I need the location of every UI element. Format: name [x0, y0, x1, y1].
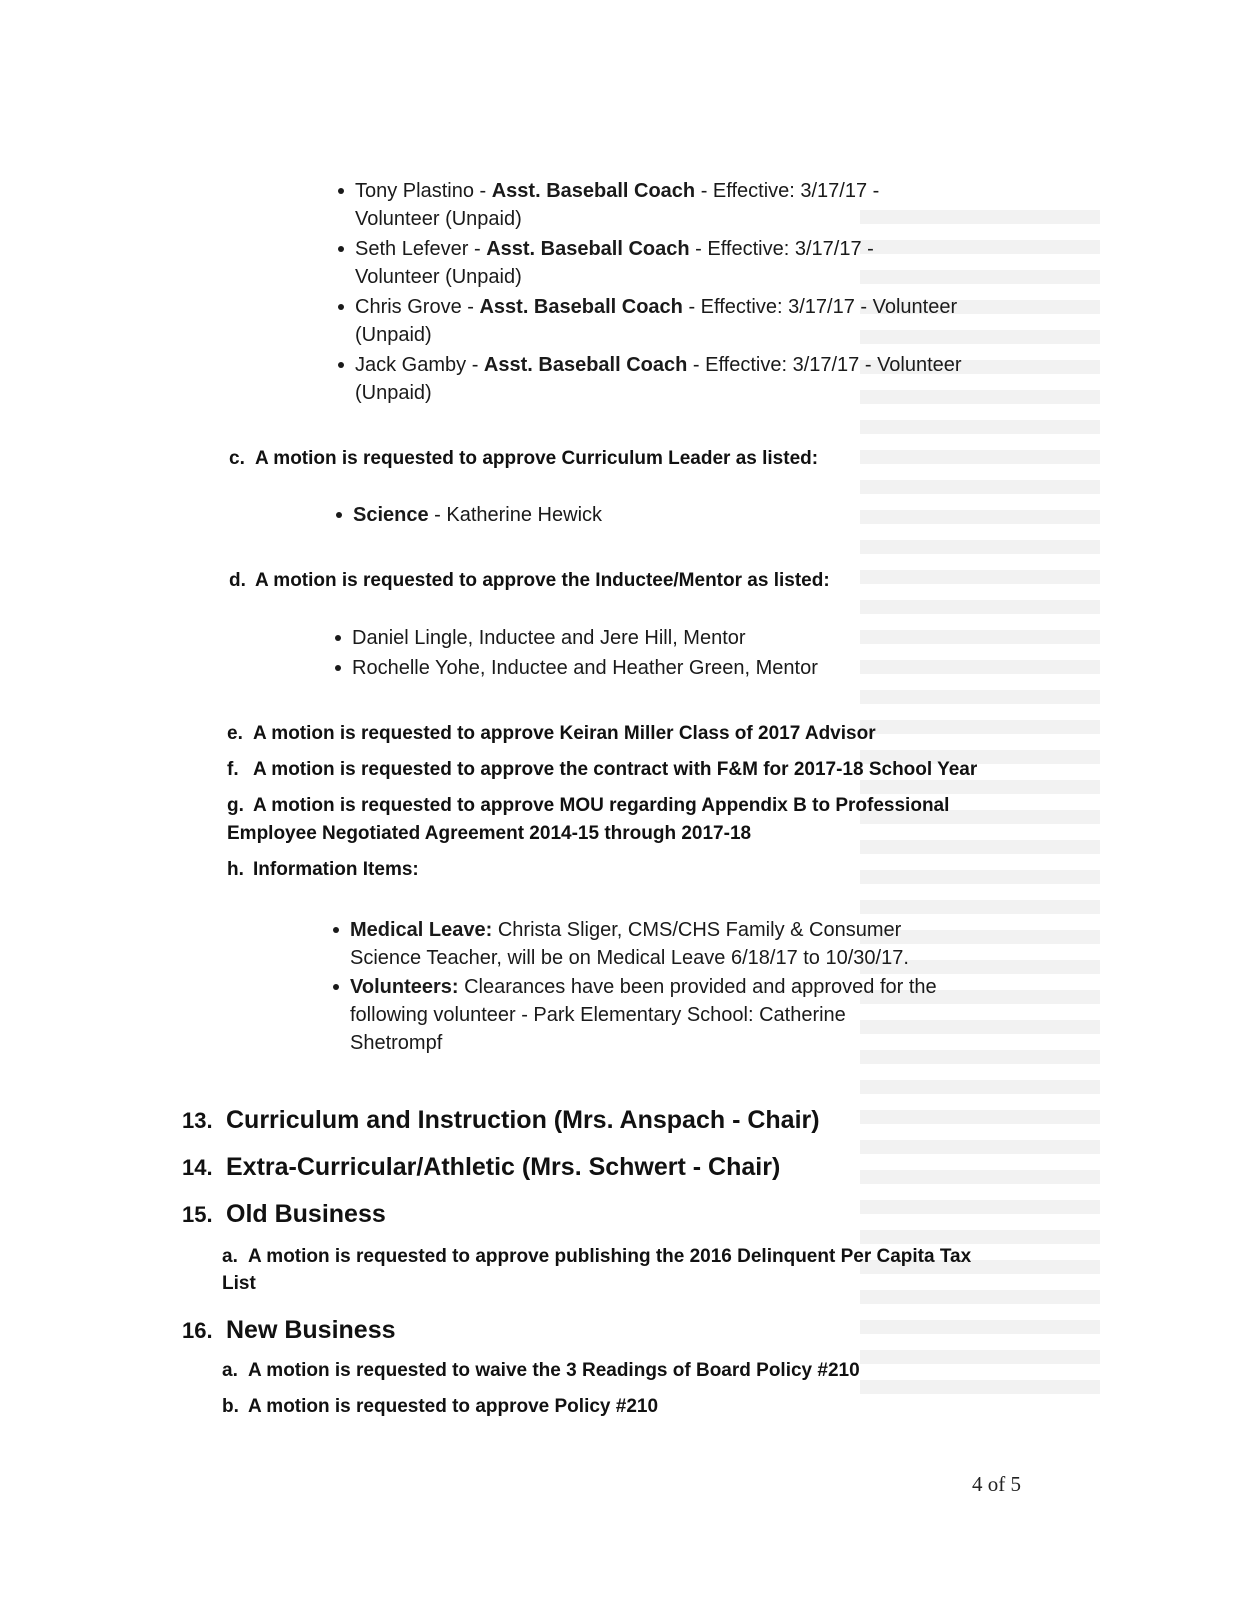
bullet-icon: [338, 362, 344, 368]
section-13-heading: 13. Curriculum and Instruction (Mrs. Anspach - Chair): [182, 1106, 820, 1134]
bullet-icon: [335, 665, 341, 671]
coach-item-3: Chris Grove - Asst. Baseball Coach - Effective: 3/17/17 - Volunteer: [355, 293, 957, 321]
coach-item-2-cont: Volunteer (Unpaid): [355, 266, 522, 288]
motion-g: g. A motion is requested to approve MOU regarding Appendix B to Professional: [227, 795, 950, 816]
bullet-icon: [338, 188, 344, 194]
page-number: 4 of 5: [972, 1472, 1021, 1496]
coach-item-3-cont: (Unpaid): [355, 324, 432, 346]
coach-item-4-cont: (Unpaid): [355, 382, 432, 404]
info-volunteers: Volunteers: Clearances have been provided and approved for the: [350, 973, 937, 1001]
info-medical-leave-cont: Science Teacher, will be on Medical Leave 6/18/17 to 10/30/17.: [350, 947, 909, 969]
bullet-icon: [336, 512, 342, 518]
section-16-heading: 16. New Business: [182, 1316, 396, 1344]
motion-g-cont: Employee Negotiated Agreement 2014-15 through 2017-18: [227, 823, 752, 844]
coach-item-2: Seth Lefever - Asst. Baseball Coach - Effective: 3/17/17 -: [355, 235, 874, 263]
coach-item-1: Tony Plastino - Asst. Baseball Coach - Effective: 3/17/17 -: [355, 177, 879, 205]
motion-16b: b. A motion is requested to approve Policy #210: [222, 1396, 659, 1417]
motion-e: e. A motion is requested to approve Keiran Miller Class of 2017 Advisor: [227, 723, 876, 744]
section-14-heading: 14. Extra-Curricular/Athletic (Mrs. Schwert - Chair): [182, 1153, 781, 1181]
section-15-heading: 15. Old Business: [182, 1200, 386, 1228]
motion-15a-cont: List: [222, 1273, 256, 1294]
motion-f: f. A motion is requested to approve the contract with F&M for 2017-18 School Year: [227, 759, 978, 780]
info-volunteers-cont2: Shetrompf: [350, 1032, 443, 1054]
info-volunteers-cont: following volunteer - Park Elementary School: Catherine: [350, 1004, 846, 1026]
motion-16a: a. A motion is requested to waive the 3 Readings of Board Policy #210: [222, 1360, 860, 1381]
motion-d: d. A motion is requested to approve the Inductee/Mentor as listed:: [229, 570, 830, 591]
bullet-icon: [338, 304, 344, 310]
curriculum-leader-item: Science - Katherine Hewick: [353, 501, 602, 529]
bullet-icon: [333, 984, 339, 990]
coach-item-4: Jack Gamby - Asst. Baseball Coach - Effective: 3/17/17 - Volunteer: [355, 351, 962, 379]
bullet-icon: [333, 927, 339, 933]
motion-c: c. A motion is requested to approve Curriculum Leader as listed:: [229, 448, 819, 469]
coach-item-1-cont: Volunteer (Unpaid): [355, 208, 522, 230]
motion-h: h. Information Items:: [227, 859, 419, 880]
mentor-item-2: Rochelle Yohe, Inductee and Heather Green, Mentor: [352, 654, 818, 682]
mentor-item-1: Daniel Lingle, Inductee and Jere Hill, Mentor: [352, 624, 746, 652]
motion-15a: a. A motion is requested to approve publishing the 2016 Delinquent Per Capita Tax: [222, 1246, 972, 1267]
bullet-icon: [335, 635, 341, 641]
info-medical-leave: Medical Leave: Christa Sliger, CMS/CHS Family & Consumer: [350, 916, 901, 944]
bullet-icon: [338, 246, 344, 252]
